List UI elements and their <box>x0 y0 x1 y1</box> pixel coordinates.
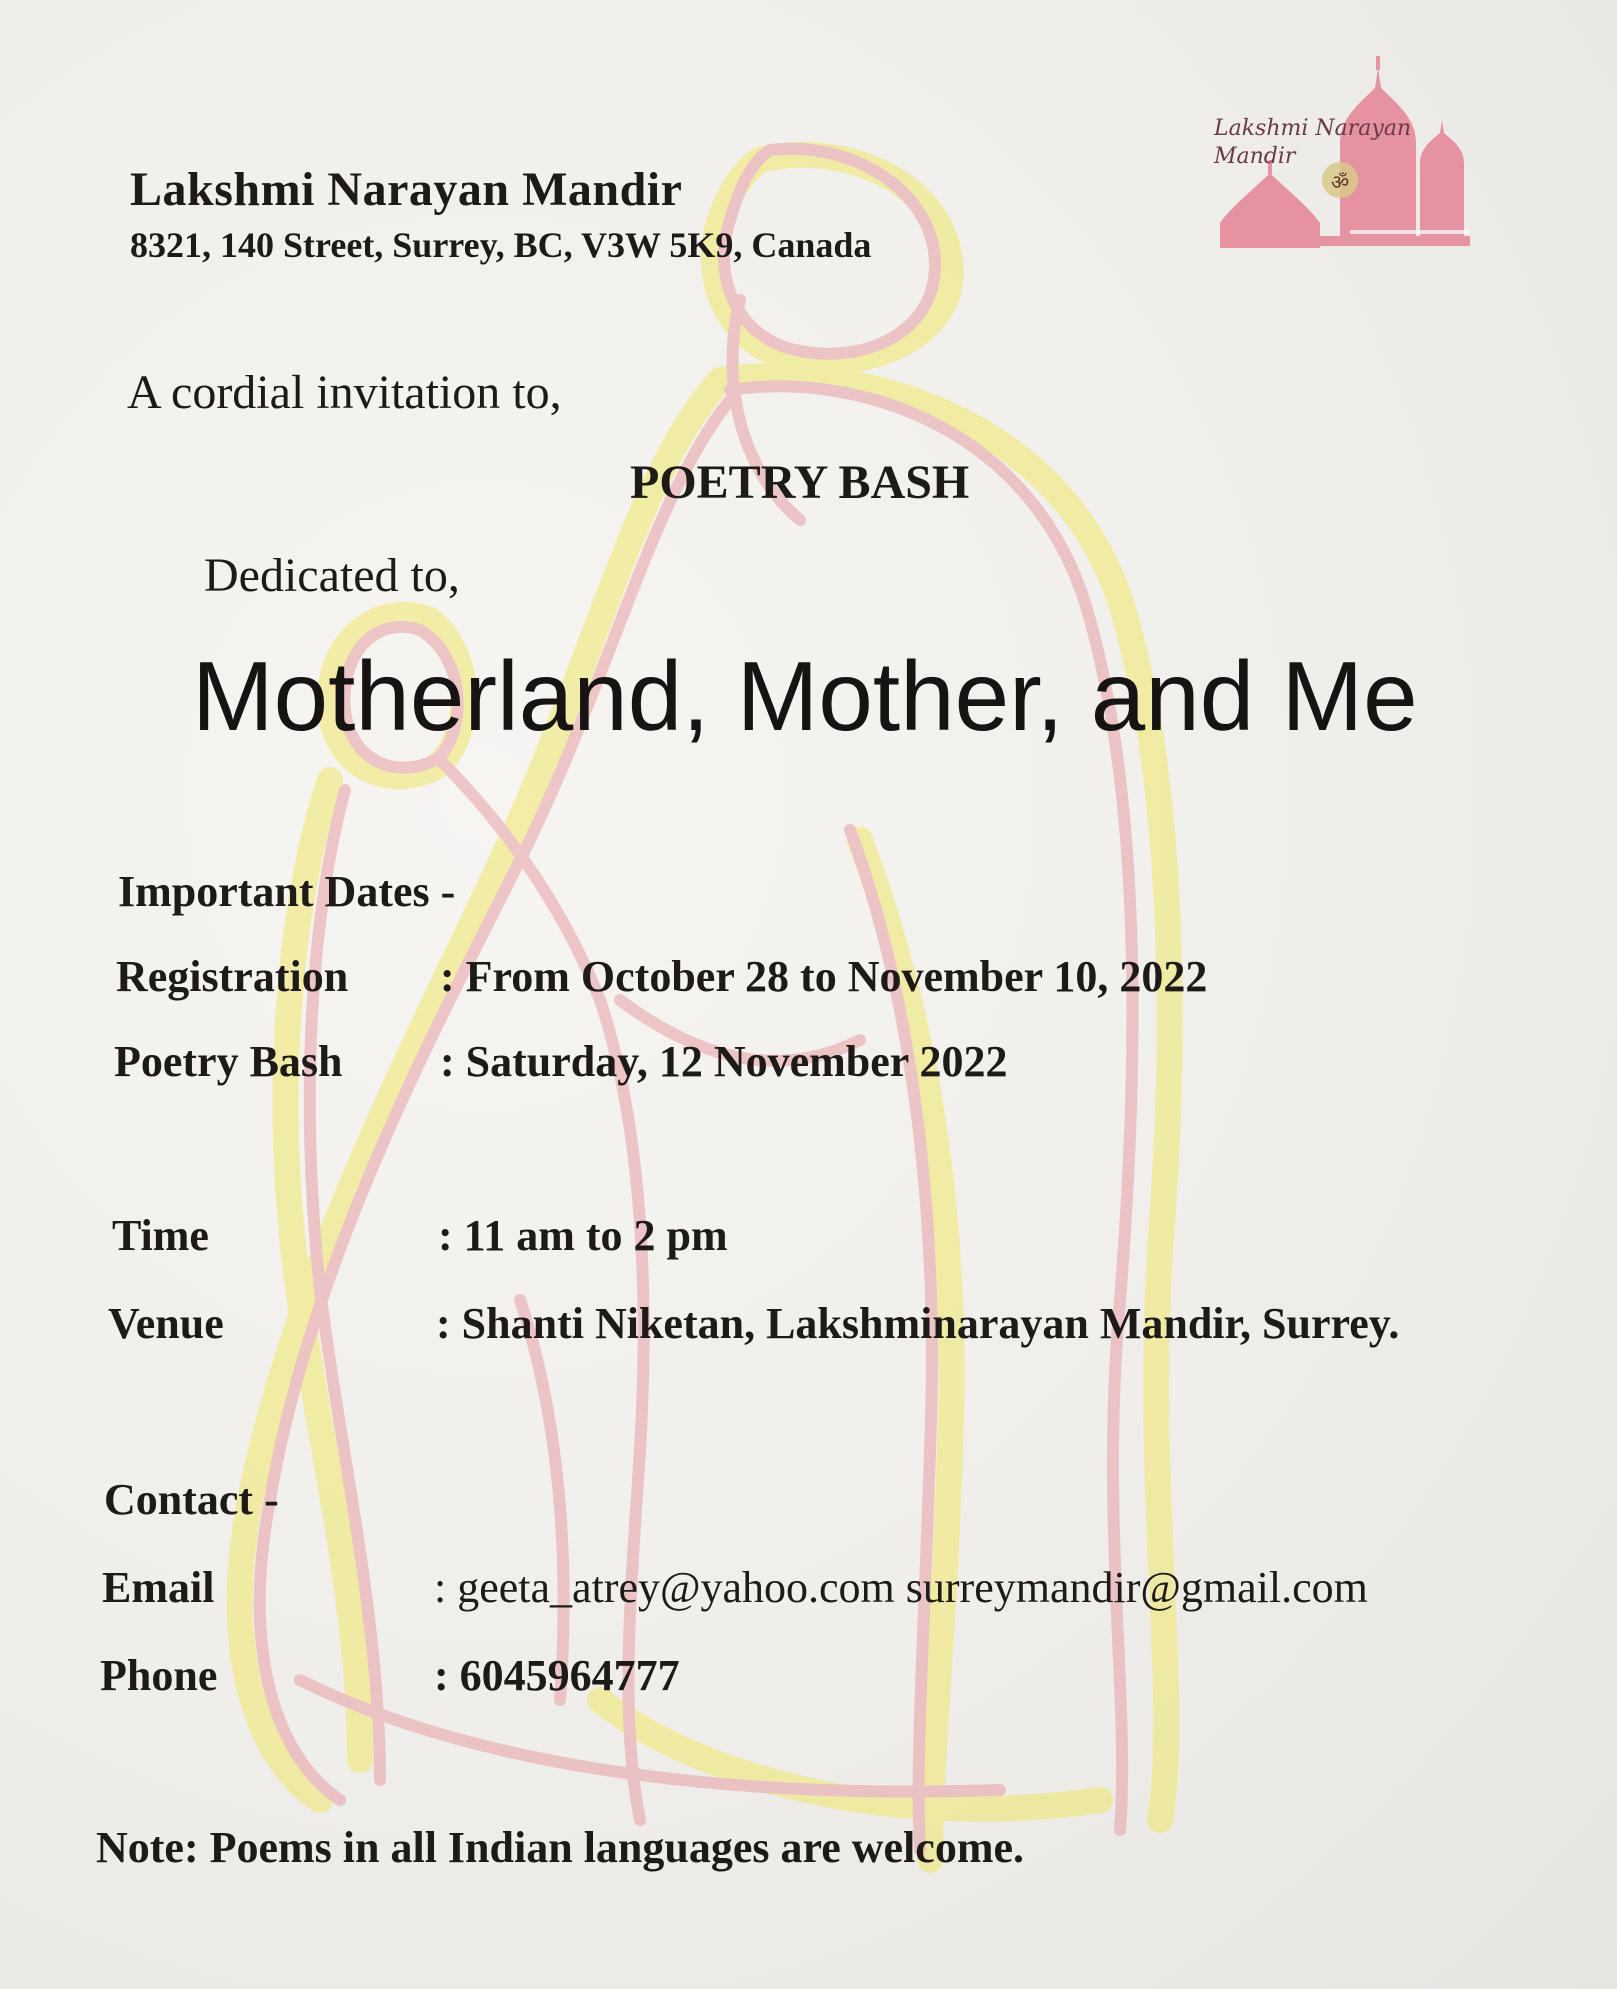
venue-label: Venue <box>108 1299 224 1348</box>
phone-value: : 6045964777 <box>434 1651 680 1700</box>
phone-label: Phone <box>100 1651 218 1700</box>
venue-value: : Shanti Niketan, Lakshminarayan Mandir, Surrey. <box>436 1299 1400 1348</box>
time-label: Time <box>112 1211 209 1260</box>
temple-logo <box>1200 48 1510 258</box>
email-label: Email <box>102 1563 215 1612</box>
main-title: Motherland, Mother, and Me <box>192 641 1418 751</box>
time-value: : 11 am to 2 pm <box>438 1211 728 1260</box>
poetry-bash-value: : Saturday, 12 November 2022 <box>440 1037 1008 1086</box>
registration-label: Registration <box>116 952 349 1001</box>
org-address: 8321, 140 Street, Surrey, BC, V3W 5K9, Canada <box>130 225 872 265</box>
svg-text:ॐ: ॐ <box>1331 170 1350 194</box>
dedicated-to: Dedicated to, <box>204 549 460 602</box>
poetry-bash-label: Poetry Bash <box>114 1037 343 1086</box>
org-name: Lakshmi Narayan Mandir <box>130 163 683 216</box>
registration-value: : From October 28 to November 10, 2022 <box>440 952 1208 1001</box>
dates-heading: Important Dates - <box>118 867 456 916</box>
invitation-intro: A cordial invitation to, <box>127 366 562 419</box>
logo-text-line1: Lakshmi Narayan <box>1214 116 1412 141</box>
event-title: POETRY BASH <box>630 456 970 509</box>
contact-heading: Contact - <box>104 1475 279 1524</box>
email-value: : geeta_atrey@yahoo.com surreymandir@gmail.com <box>434 1563 1368 1612</box>
languages-note: Note: Poems in all Indian languages are welcome. <box>96 1823 1025 1872</box>
logo-text-line2: Mandir <box>1214 144 1296 169</box>
